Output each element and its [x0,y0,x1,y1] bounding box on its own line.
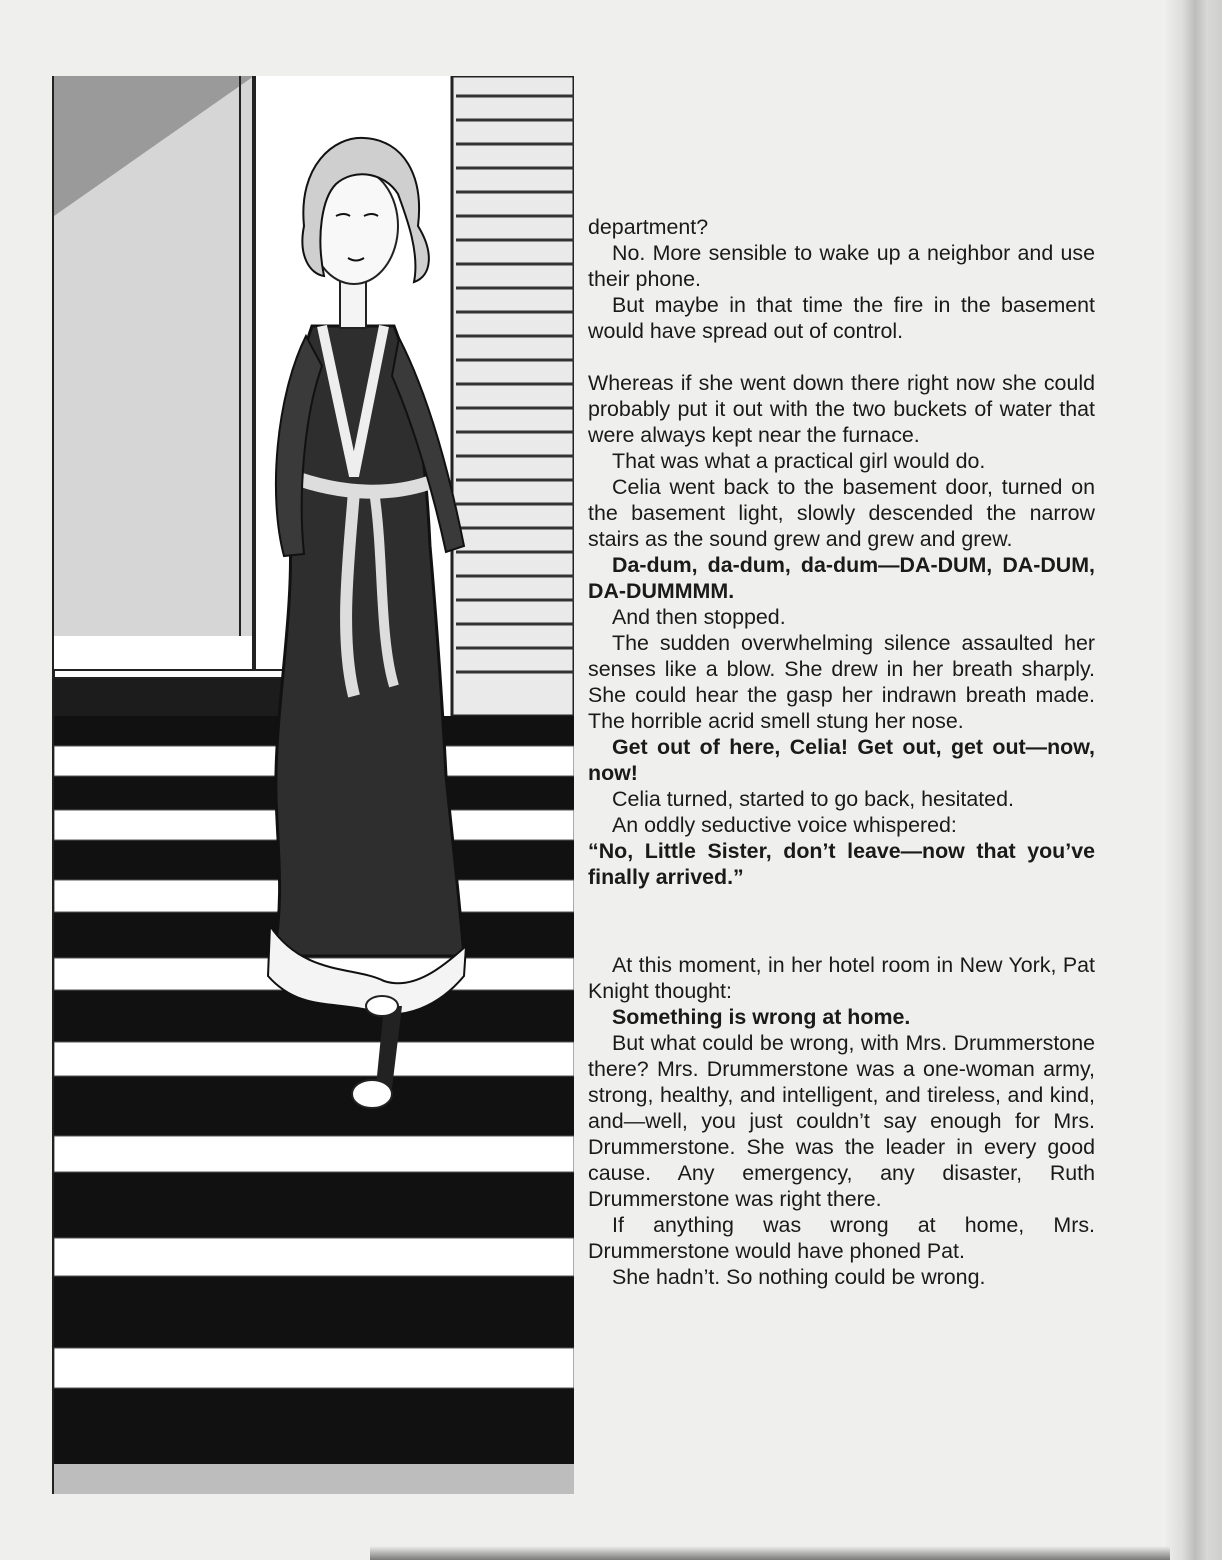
story-quote: “No, Little Sister, don’t leave—now that you’ve finally arrived.” [588,839,1095,889]
story-text-column [588,214,1095,1290]
story-paragraph: And then stopped. [612,605,786,629]
story-paragraph: No. More sensible to wake up a neighbor and use their phone. [588,241,1095,291]
story-italic-thought: Get out of here, Celia! Get out, get out—now, now! [588,735,1095,785]
page-bottom-edge [370,1546,1170,1560]
section-gap [588,890,1095,952]
story-paragraph: But what could be wrong, with Mrs. Drummerstone there? Mrs. Drummerstone was a one-woman army, strong, healthy, and intelligent, and tireless, and kind, and—well, you just couldn’t say enough for Mrs. Drummerstone. She was the leader in every good cause. Any emergency, any disaster, Ruth Drummerstone was right there. [588,1031,1095,1211]
story-paragraph: She hadn’t. So nothing could be wrong. [612,1265,986,1289]
story-paragraph: Whereas if she went down there right now she could probably put it out with the two buckets of water that were always kept near the furnace. [588,371,1095,447]
story-italic-thought: Something is wrong at home. [612,1005,911,1029]
woman-on-stairs-drawing [54,76,574,1494]
page-fold-shadow [1162,0,1222,1560]
story-paragraph: That was what a practical girl would do. [612,449,986,473]
story-sound-effect: Da-dum, da-dum, da-dum—DA-DUM, DA-DUM, DA-DUMMMM. [588,553,1095,603]
section-gap [588,344,1095,370]
story-paragraph: Celia turned, started to go back, hesitated. [612,787,1014,811]
story-paragraph: But maybe in that time the fire in the basement would have spread out of control. [588,293,1095,343]
story-paragraph: At this moment, in her hotel room in New York, Pat Knight thought: [588,953,1095,1003]
story-paragraph: department? [588,215,709,239]
story-illustration [52,76,574,1494]
story-paragraph: If anything was wrong at home, Mrs. Drummerstone would have phoned Pat. [588,1213,1095,1263]
story-paragraph: Celia went back to the basement door, turned on the basement light, slowly descended the narrow stairs as the sound grew and grew and grew. [588,475,1095,551]
story-paragraph: The sudden overwhelming silence assaulted her senses like a blow. She drew in her breath sharply. She could hear the gasp her indrawn breath made. The horrible acrid smell stung her nose. [588,631,1095,733]
story-paragraph: An oddly seductive voice whispered: [612,813,957,837]
